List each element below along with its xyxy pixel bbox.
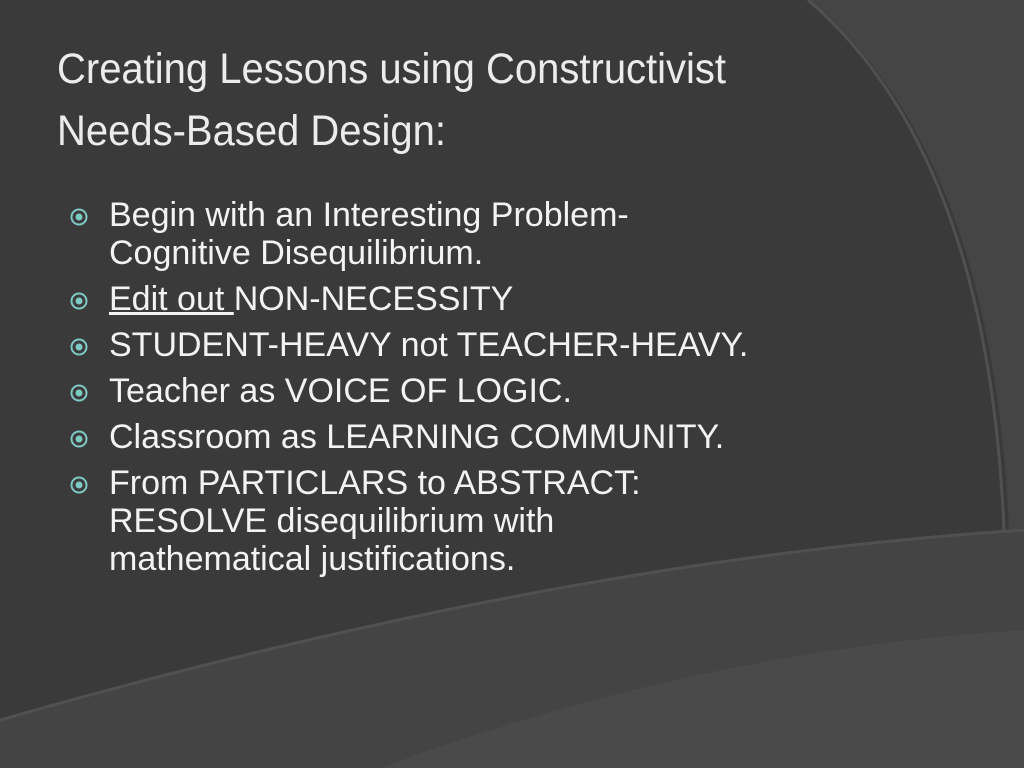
bullet-text-line: Cognitive Disequilibrium. xyxy=(109,234,484,272)
underlined-text: Edit out xyxy=(109,280,234,318)
bullet-text-line: mathematical justifications. xyxy=(109,540,516,578)
bullet-text-line: Begin with an Interesting Problem- xyxy=(109,196,629,234)
bullet-item xyxy=(66,464,886,578)
bullet-text-line: From PARTICLARS to ABSTRACT: xyxy=(109,464,641,502)
circle-dot-icon xyxy=(70,208,88,226)
bullet-item xyxy=(66,418,886,456)
bullet-text: Classroom as LEARNING COMMUNITY. xyxy=(109,418,725,456)
bullet-list xyxy=(66,196,886,586)
bullet-text-line: RESOLVE disequilibrium with xyxy=(109,502,555,540)
bullet-item xyxy=(66,326,886,364)
circle-dot-icon xyxy=(70,338,88,356)
circle-dot-icon xyxy=(70,430,88,448)
slide-title xyxy=(57,38,875,162)
title-line-2: Needs-Based Design: xyxy=(57,107,447,155)
circle-dot-icon xyxy=(70,384,88,402)
bullet-text: STUDENT-HEAVY not TEACHER-HEAVY. xyxy=(109,326,749,364)
bullet-text: Teacher as VOICE OF LOGIC. xyxy=(109,372,572,410)
bullet-item xyxy=(66,196,886,272)
bullet-item xyxy=(66,280,886,318)
bullet-text: NON-NECESSITY xyxy=(233,280,514,318)
title-line-1: Creating Lessons using Constructivist xyxy=(57,45,727,93)
circle-dot-icon xyxy=(70,476,88,494)
bullet-item xyxy=(66,372,886,410)
circle-dot-icon xyxy=(70,292,88,310)
